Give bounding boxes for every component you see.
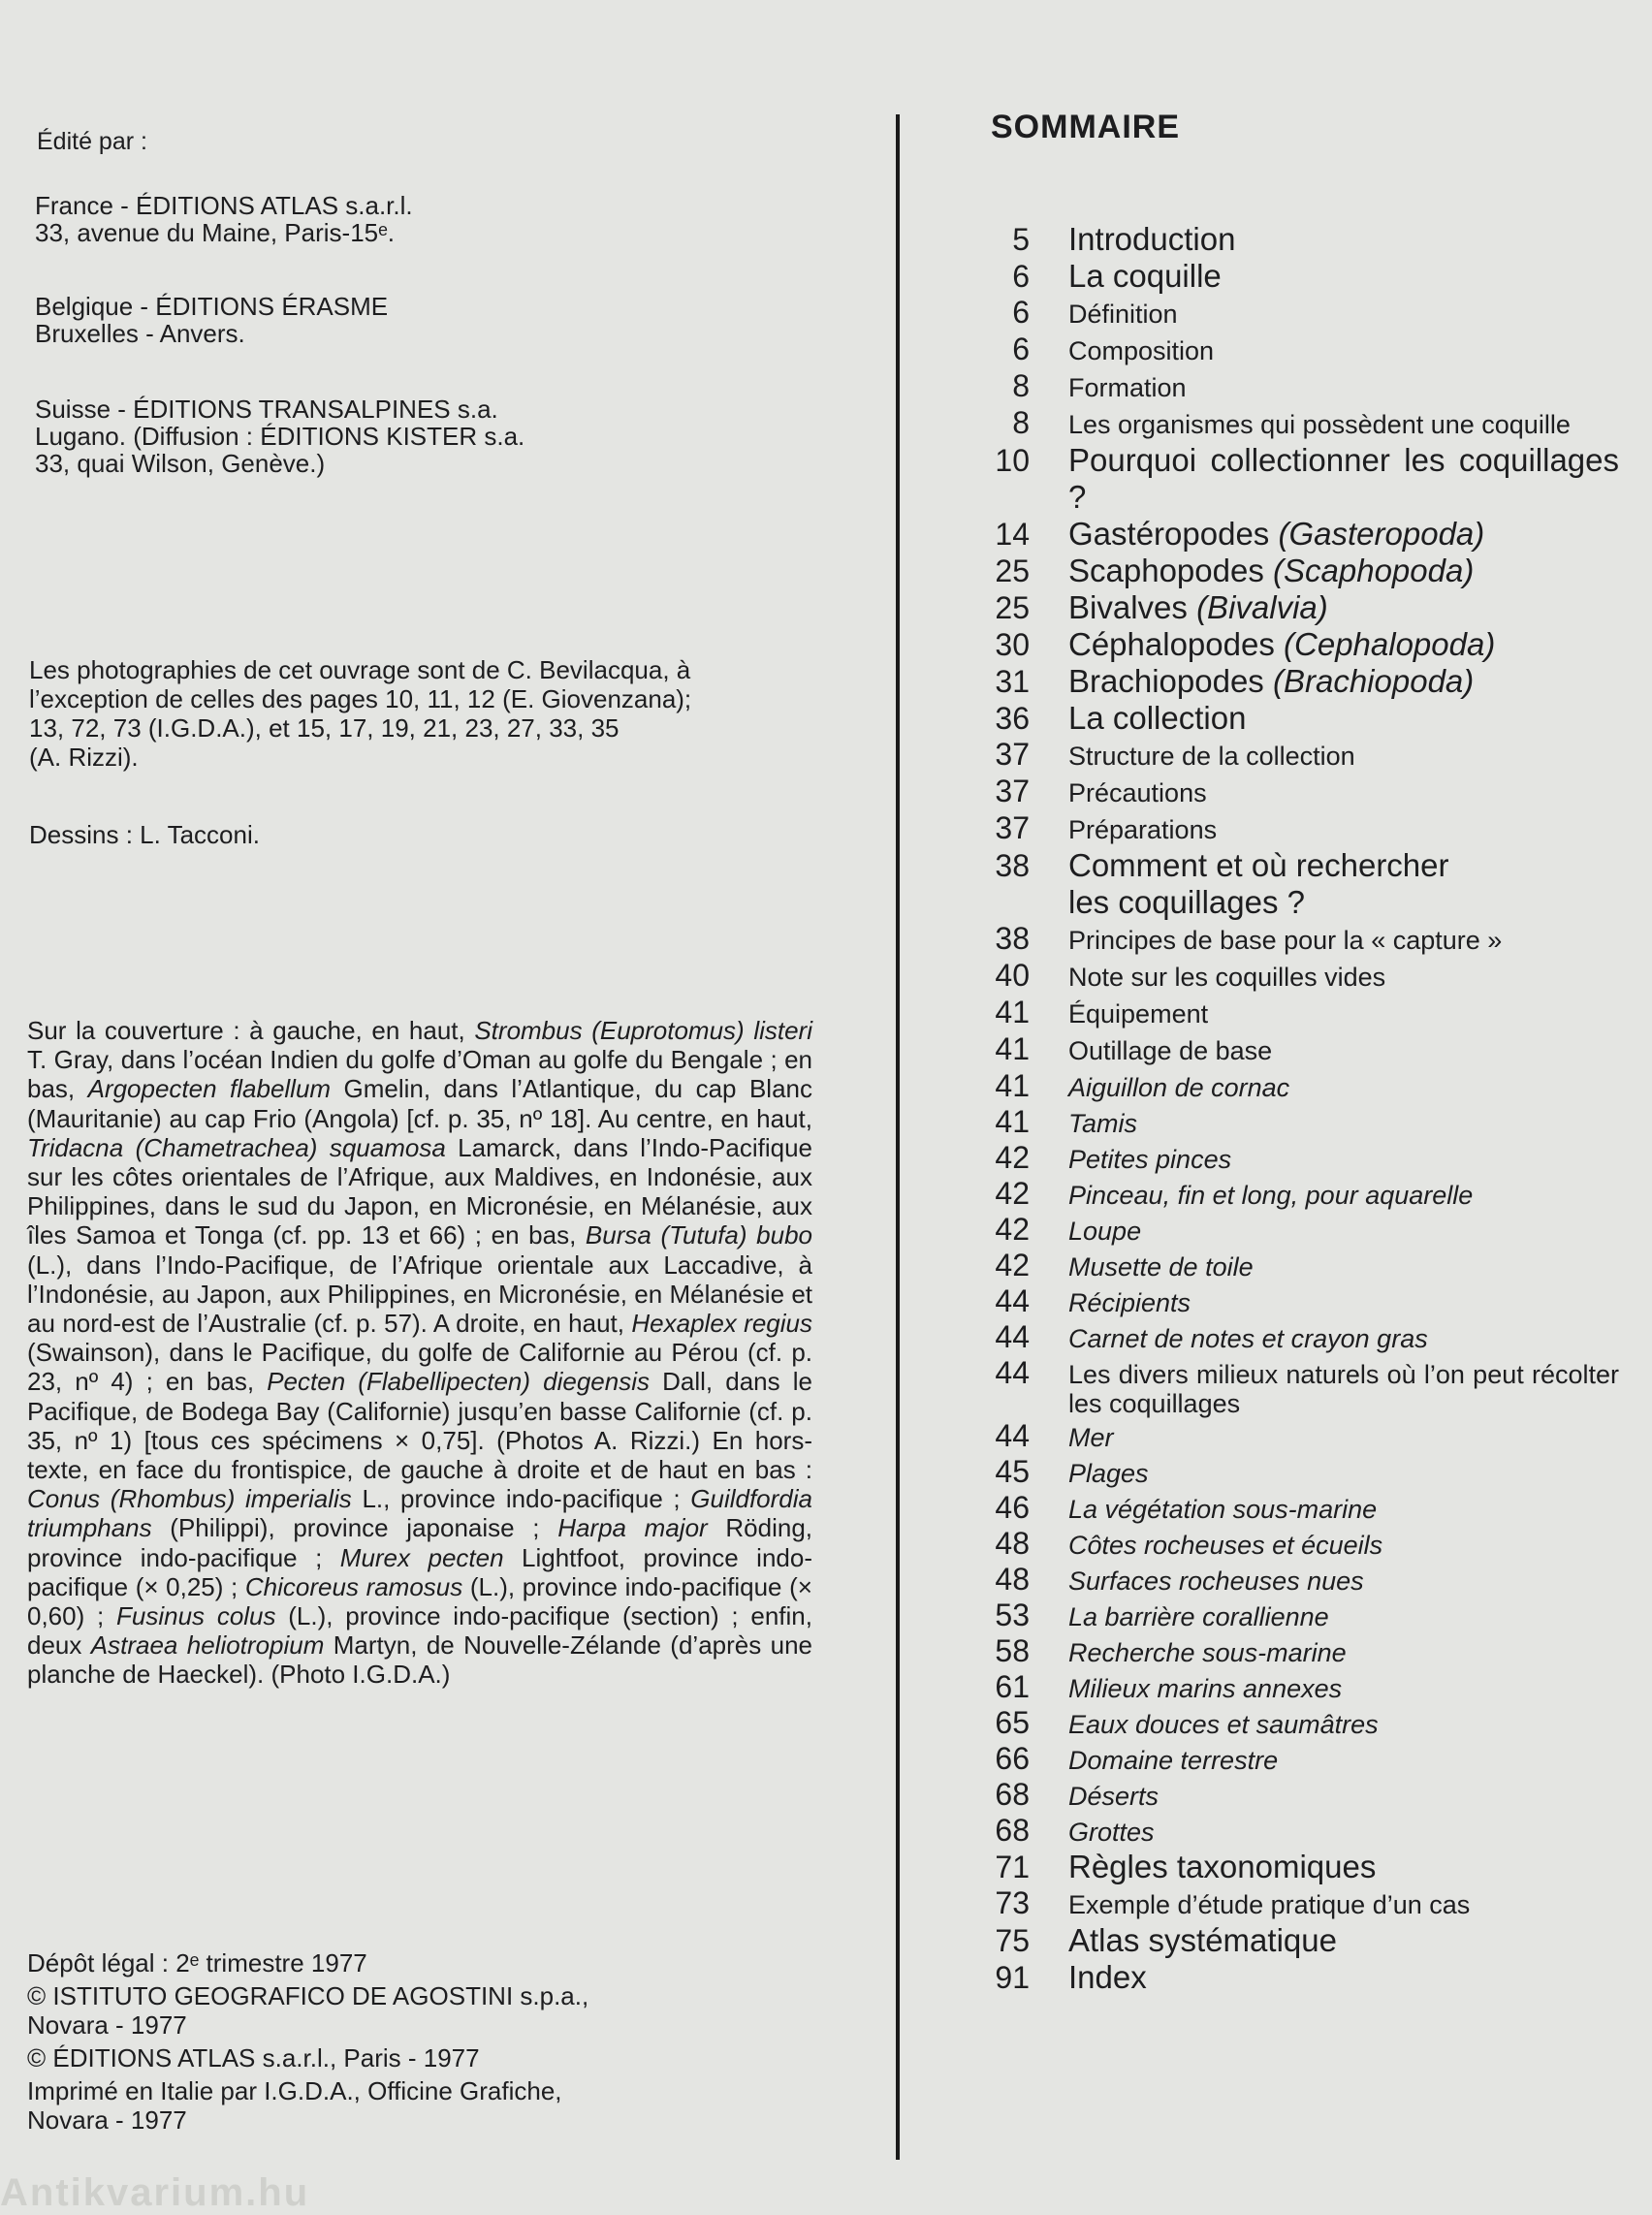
toc-entry — [979, 1355, 1619, 1418]
toc-entry — [979, 1959, 1619, 1996]
toc-label-text: Préparations — [1068, 815, 1218, 844]
toc-label-text: Exemple d’étude pratique d’un cas — [1068, 1890, 1471, 1919]
toc-label-text: Domaine terrestre — [1068, 1746, 1279, 1775]
toc-page-number: 41 — [995, 1031, 1030, 1066]
species-name: Strombus (Euprotomus) listeri — [474, 1016, 812, 1045]
toc-page-number: 25 — [995, 554, 1030, 588]
toc-entry — [979, 258, 1619, 295]
toc-entry — [979, 1526, 1619, 1562]
toc-label — [1068, 221, 1619, 258]
toc-label — [1068, 1109, 1619, 1139]
toc-page-number: 65 — [995, 1705, 1030, 1740]
cover-text-run: Martyn, de Nouvelle-Zélande (d’après une planche de Haeckel). (Photo I.G.D.A.) — [27, 1630, 812, 1690]
cover-text-run: (L.), province indo-pacifique (× 0,60) ; — [27, 1571, 812, 1631]
toc-page-number: 25 — [995, 590, 1030, 625]
toc-entry — [979, 1922, 1619, 1959]
toc-label-text: Scaphopodes — [1068, 553, 1264, 588]
toc-page-number: 42 — [995, 1212, 1030, 1247]
toc-entry — [979, 995, 1619, 1031]
toc-label-text: Brachiopodes — [1068, 663, 1264, 699]
toc-entry — [979, 847, 1619, 921]
toc-entry — [979, 1319, 1619, 1355]
toc-page-number: 75 — [995, 1923, 1030, 1958]
toc-entry — [979, 1849, 1619, 1885]
toc-page-number: 31 — [995, 664, 1030, 699]
toc-entry — [979, 1885, 1619, 1922]
toc-page-number: 40 — [995, 958, 1030, 993]
toc-label — [1068, 300, 1619, 330]
toc-label — [1068, 815, 1619, 845]
photo-credit-line: (A. Rizzi). — [29, 743, 139, 772]
toc-label-text: Côtes rocheuses et écueils — [1068, 1531, 1383, 1560]
toc-label — [1068, 999, 1619, 1029]
toc-label — [1068, 1638, 1619, 1668]
toc-title: SOMMAIRE — [991, 109, 1180, 145]
toc-label-text: Carnet de notes et crayon gras — [1068, 1324, 1428, 1353]
toc-entry — [979, 1777, 1619, 1813]
species-name: Hexaplex regius — [631, 1309, 812, 1339]
toc-page-number: 48 — [995, 1526, 1030, 1561]
toc-label-text: Aiguillon de cornac — [1068, 1073, 1290, 1102]
toc-entry — [979, 516, 1619, 553]
toc-page-number: 10 — [995, 443, 1030, 478]
table-of-contents — [979, 221, 1619, 1996]
toc-label-text: Outillage de base — [1068, 1036, 1273, 1065]
cover-text-run: Sur la couverture : à gauche, en haut, — [27, 1016, 475, 1045]
cover-text-run: Lightfoot, province indo-pacifique (× 0,25) ; — [27, 1542, 812, 1601]
cover-text-run: (Swainson), dans le Pacifique, du golfe de Californie au Pérou (cf. p. 23, nº 4) ; en bas, — [27, 1338, 812, 1397]
toc-label — [1068, 336, 1619, 366]
toc-label-text: Formation — [1068, 373, 1187, 402]
toc-page-number: 66 — [995, 1741, 1030, 1776]
toc-label — [1068, 1746, 1619, 1776]
toc-entry — [979, 1741, 1619, 1777]
species-name: Tridacna (Chametrachea) squamosa — [27, 1132, 446, 1162]
toc-entry — [979, 1283, 1619, 1319]
toc-scientific-name: (Brachiopoda) — [1272, 663, 1475, 699]
toc-page-number: 30 — [995, 627, 1030, 662]
toc-entry — [979, 1562, 1619, 1598]
toc-entry — [979, 1031, 1619, 1068]
toc-label-text: La végétation sous-marine — [1068, 1495, 1378, 1524]
cover-text-run: (L.), province indo-pacifique (section) ; enfin, deux — [27, 1601, 812, 1661]
toc-label — [1068, 1073, 1619, 1103]
toc-page-number: 37 — [995, 737, 1030, 772]
cover-text-run: T. Gray, dans l’océan Indien du golfe d’Oman au golfe du Bengale ; en bas, — [27, 1045, 812, 1104]
toc-entry — [979, 1104, 1619, 1140]
toc-entry — [979, 626, 1619, 663]
toc-page-number: 58 — [995, 1633, 1030, 1668]
toc-label — [1068, 1818, 1619, 1848]
toc-label-text: Gastéropodes — [1068, 516, 1270, 552]
toc-label-text: Principes de base pour la « capture » — [1068, 926, 1503, 955]
toc-page-number: 38 — [995, 921, 1030, 956]
toc-label — [1068, 1782, 1619, 1812]
edited-by-label: Édité par : — [37, 128, 147, 155]
toc-label — [1068, 742, 1619, 772]
toc-entry — [979, 1418, 1619, 1454]
species-name: Murex pecten — [339, 1542, 504, 1572]
publisher-belgium — [35, 293, 388, 347]
toc-label-text: Loupe — [1068, 1217, 1142, 1246]
toc-page-number: 91 — [995, 1960, 1030, 1995]
toc-label — [1068, 442, 1619, 516]
toc-label-text: Récipients — [1068, 1288, 1191, 1317]
cover-text-run: Gmelin, dans l’Atlantique, du cap Blanc (Mauritanie) au cap Frio (Angola) [cf. p. 35, nº 18]. Au centre, en haut, — [27, 1074, 812, 1133]
toc-page-number: 45 — [995, 1454, 1030, 1489]
toc-entry — [979, 332, 1619, 368]
photo-credit-line: Les photographies de cet ouvrage sont de C. Bevilacqua, à — [29, 655, 691, 684]
toc-page-number: 41 — [995, 995, 1030, 1029]
toc-label — [1068, 1495, 1619, 1525]
toc-entry — [979, 368, 1619, 405]
column-divider — [896, 114, 900, 2160]
toc-label-text: Note sur les coquilles vides — [1068, 963, 1386, 992]
toc-label — [1068, 1288, 1619, 1318]
publisher-address: Bruxelles - Anvers. — [35, 319, 245, 348]
legal-line: © ISTITUTO GEOGRAFICO DE AGOSTINI s.p.a., — [27, 1981, 589, 2010]
toc-label — [1068, 410, 1619, 440]
toc-entry — [979, 774, 1619, 810]
toc-label — [1068, 1849, 1619, 1885]
publisher-line: Belgique - ÉDITIONS ÉRASME — [35, 292, 389, 321]
toc-label-text: Surfaces rocheuses nues — [1068, 1566, 1364, 1596]
toc-label-text: Index — [1068, 1959, 1147, 1995]
toc-page-number: 14 — [995, 517, 1030, 552]
toc-entry — [979, 1212, 1619, 1248]
legal-line: Imprimé en Italie par I.G.D.A., Officine Grafiche, — [27, 2076, 562, 2105]
publisher-france — [35, 192, 413, 246]
toc-label — [1068, 553, 1619, 589]
toc-page-number: 8 — [1012, 405, 1030, 440]
cover-text-run: (L.), dans l’Indo-Pacifique, de l’Afrique orientale aux Laccadive, à l’Indonésie, au Japon, aux Philippines, en Micronésie, en Mélanésie et au nord-est de l’Australie (cf. p. 57). A droite, en haut, — [27, 1250, 812, 1339]
toc-label-text: Milieux marins annexes — [1068, 1674, 1343, 1703]
toc-label — [1068, 778, 1619, 808]
toc-label-line: Comment et où rechercher — [1068, 847, 1449, 883]
toc-entry — [979, 1176, 1619, 1212]
toc-label-text: Précautions — [1068, 778, 1207, 807]
toc-page-number: 44 — [995, 1319, 1030, 1354]
toc-page-number: 44 — [995, 1418, 1030, 1453]
toc-entry — [979, 1140, 1619, 1176]
toc-label-text: Atlas systématique — [1068, 1922, 1337, 1958]
toc-label-text: Règles taxonomiques — [1068, 1849, 1377, 1884]
publisher-address: Lugano. (Diffusion : ÉDITIONS KISTER s.a. — [35, 422, 525, 451]
toc-label — [1068, 258, 1619, 295]
toc-entry — [979, 553, 1619, 589]
species-name: Fusinus colus — [116, 1601, 276, 1631]
photo-credits — [29, 655, 816, 772]
toc-label-text: Les organismes qui possèdent une coquille — [1068, 410, 1571, 439]
toc-label — [1068, 1710, 1619, 1740]
toc-entry — [979, 1633, 1619, 1669]
toc-label-text: La collection — [1068, 700, 1247, 736]
toc-label — [1068, 1959, 1619, 1996]
species-name: Pecten (Flabellipecten) diegensis — [267, 1367, 650, 1397]
toc-entry — [979, 1705, 1619, 1741]
toc-label-text: Composition — [1068, 336, 1215, 365]
toc-entry — [979, 1068, 1619, 1104]
watermark: Antikvarium.hu — [0, 2171, 310, 2214]
toc-label — [1068, 1531, 1619, 1561]
toc-label — [1068, 1566, 1619, 1597]
toc-page-number: 68 — [995, 1777, 1030, 1812]
toc-label — [1068, 1602, 1619, 1632]
toc-page-number: 42 — [995, 1248, 1030, 1282]
toc-page-number: 48 — [995, 1562, 1030, 1597]
cover-text-run: L., province indo-pacifique ; — [351, 1484, 691, 1514]
toc-label-text: La barrière corallienne — [1068, 1602, 1329, 1631]
toc-entry — [979, 921, 1619, 958]
toc-entry — [979, 958, 1619, 995]
toc-entry — [979, 442, 1619, 516]
toc-label — [1068, 626, 1619, 663]
toc-scientific-name: (Bivalvia) — [1196, 589, 1328, 625]
toc-entry — [979, 737, 1619, 774]
toc-label — [1068, 700, 1619, 737]
toc-entry — [979, 221, 1619, 258]
toc-entry — [979, 1248, 1619, 1283]
species-name: Guildfordia triumphans — [27, 1484, 812, 1543]
toc-label-text: La coquille — [1068, 258, 1222, 294]
cover-text-run: Dall, dans le Pacifique, de Bodega Bay (Californie) jusqu’en basse Californie (cf. p. 35, nº 1) [tous ces spécimens × 0,75]. (Photos A. Rizzi.) En hors-texte, en face du frontispice, de gauche à droite et de haut en bas : — [27, 1367, 812, 1485]
toc-entry — [979, 810, 1619, 847]
legal-line: Novara - 1977 — [27, 2105, 187, 2135]
toc-label-text: Tamis — [1068, 1109, 1138, 1138]
photo-credit-line: 13, 72, 73 (I.G.D.A.), et 15, 17, 19, 21, 23, 27, 33, 35 — [29, 713, 620, 743]
toc-label-text: Bivalves — [1068, 589, 1188, 625]
toc-label-text: Équipement — [1068, 999, 1209, 1028]
toc-label-text: Structure de la collection — [1068, 742, 1355, 771]
toc-label — [1068, 1217, 1619, 1247]
legal-line: © ÉDITIONS ATLAS s.a.r.l., Paris - 1977 — [27, 2043, 480, 2073]
toc-entry — [979, 1598, 1619, 1633]
toc-label-text: Petites pinces — [1068, 1145, 1232, 1174]
toc-entry — [979, 405, 1619, 442]
toc-page-number: 42 — [995, 1140, 1030, 1175]
legal-line: Novara - 1977 — [27, 2010, 187, 2040]
publisher-switzerland — [35, 396, 524, 477]
toc-label-text: Plages — [1068, 1459, 1149, 1488]
toc-page-number: 37 — [995, 774, 1030, 808]
species-name: Chicoreus ramosus — [244, 1571, 463, 1601]
publisher-address: 33, quai Wilson, Genève.) — [35, 449, 326, 478]
toc-label-line: les coquillages ? — [1068, 884, 1305, 920]
toc-page-number: 68 — [995, 1813, 1030, 1848]
species-name: Harpa major — [557, 1513, 708, 1543]
toc-label — [1068, 1674, 1619, 1704]
cover-description — [27, 1016, 812, 1690]
toc-scientific-name: (Cephalopoda) — [1284, 626, 1496, 662]
toc-label — [1068, 663, 1619, 700]
toc-entry — [979, 1490, 1619, 1526]
toc-page-number: 41 — [995, 1068, 1030, 1103]
toc-entry — [979, 1669, 1619, 1705]
cover-text-run: Lamarck, dans l’Indo-Pacifique sur les côtes orientales de l’Afrique, aux Maldives, en Indonésie, aux Philippines, dans le sud du Japon, en Micronésie, en Mélanésie, aux îles Samoa et Tonga (cf. pp. 13 et 66) ; en bas, — [27, 1132, 812, 1250]
toc-page-number: 61 — [995, 1669, 1030, 1704]
cover-text-run: (Philippi), province japonaise ; — [151, 1513, 558, 1543]
toc-label-text: Grottes — [1068, 1818, 1155, 1847]
toc-label — [1068, 1252, 1619, 1282]
species-name: Astraea heliotropium — [90, 1630, 325, 1661]
toc-page-number: 8 — [1012, 368, 1030, 403]
toc-label-text: Déserts — [1068, 1782, 1160, 1811]
toc-entry — [979, 700, 1619, 737]
toc-entry — [979, 1454, 1619, 1490]
toc-entry — [979, 663, 1619, 700]
species-name: Bursa (Tutufa) bubo — [585, 1220, 812, 1250]
toc-entry — [979, 295, 1619, 332]
toc-page-number: 36 — [995, 701, 1030, 736]
photo-credit-line: l’exception de celles des pages 10, 11, 12 (E. Giovenzana); — [29, 684, 692, 713]
toc-label — [1068, 1181, 1619, 1211]
toc-page-number: 38 — [995, 848, 1030, 883]
toc-label-text: Introduction — [1068, 221, 1236, 257]
toc-page-number: 44 — [995, 1283, 1030, 1318]
toc-label — [1068, 1459, 1619, 1489]
toc-page-number: 44 — [995, 1355, 1030, 1390]
toc-label — [1068, 373, 1619, 403]
drawings-credit: Dessins : L. Tacconi. — [29, 820, 260, 849]
toc-label — [1068, 1036, 1619, 1066]
toc-label — [1068, 963, 1619, 993]
toc-page-number: 6 — [1012, 259, 1030, 294]
toc-page-number: 53 — [995, 1598, 1030, 1632]
toc-label — [1068, 589, 1619, 626]
toc-page-number: 71 — [995, 1850, 1030, 1884]
cover-text-run: Röding, province indo-pacifique ; — [27, 1513, 812, 1572]
toc-label-text: Les divers milieux naturels où l’on peut récolter les coquillages — [1068, 1360, 1619, 1418]
toc-page-number: 6 — [1012, 332, 1030, 366]
toc-label — [1068, 1324, 1619, 1354]
toc-label-text: Eaux douces et saumâtres — [1068, 1710, 1379, 1739]
legal-line: Dépôt légal : 2ᵉ trimestre 1977 — [27, 1948, 367, 1978]
publisher-address: 33, avenue du Maine, Paris-15ᵉ. — [35, 218, 395, 247]
toc-label — [1068, 516, 1619, 553]
toc-label-text: Recherche sous-marine — [1068, 1638, 1347, 1667]
toc-label-text: Pinceau, fin et long, pour aquarelle — [1068, 1181, 1474, 1210]
toc-entry — [979, 589, 1619, 626]
toc-label — [1068, 1890, 1619, 1920]
publisher-line: France - ÉDITIONS ATLAS s.a.r.l. — [35, 191, 413, 220]
toc-page-number: 73 — [995, 1885, 1030, 1920]
toc-label — [1068, 1145, 1619, 1175]
toc-scientific-name: (Gasteropoda) — [1278, 516, 1485, 552]
toc-label-text: Céphalopodes — [1068, 626, 1275, 662]
toc-label — [1068, 1922, 1619, 1959]
toc-label-text: Pourquoi collectionner les coquillages ? — [1068, 442, 1619, 515]
toc-entry — [979, 1813, 1619, 1849]
toc-page-number: 46 — [995, 1490, 1030, 1525]
toc-label-text: Définition — [1068, 300, 1178, 329]
toc-label-text: Mer — [1068, 1423, 1114, 1452]
species-name: Conus (Rhombus) imperialis — [27, 1484, 352, 1514]
legal-notice — [27, 1948, 822, 2135]
toc-label — [1068, 847, 1619, 921]
toc-page-number: 5 — [1012, 222, 1030, 257]
toc-label — [1068, 926, 1619, 956]
toc-page-number: 42 — [995, 1176, 1030, 1211]
toc-page-number: 41 — [995, 1104, 1030, 1139]
publisher-line: Suisse - ÉDITIONS TRANSALPINES s.a. — [35, 395, 498, 424]
toc-scientific-name: (Scaphopoda) — [1273, 553, 1475, 588]
species-name: Argopecten flabellum — [87, 1074, 332, 1104]
cover-paragraph — [27, 1016, 812, 1690]
toc-page-number: 37 — [995, 810, 1030, 845]
toc-label — [1068, 1360, 1619, 1418]
toc-label-text: Musette de toile — [1068, 1252, 1254, 1282]
toc-page-number: 6 — [1012, 295, 1030, 330]
toc-label — [1068, 1423, 1619, 1453]
